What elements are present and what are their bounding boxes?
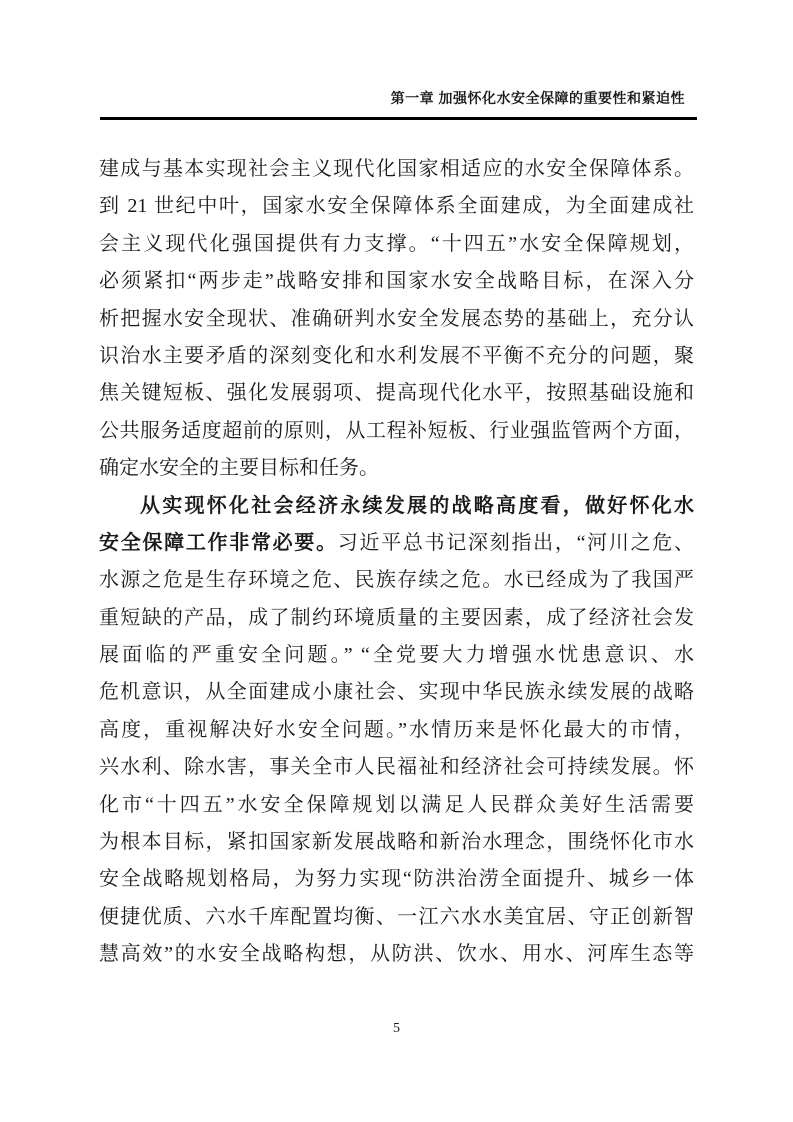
body-line: 会主义现代化强国提供有力支撑。“十四五”水安全保障规划， <box>99 232 694 255</box>
body-text <box>99 151 694 974</box>
body-line: 公共服务适度超前的原则，从工程补短板、行业强监管两个方面， <box>99 419 694 442</box>
body-line-regular-part: 习近平总书记深刻指出，“河川之危、 <box>337 531 694 554</box>
body-line-paragraph-end: 确定水安全的主要目标和任务。 <box>99 457 379 480</box>
body-line: 兴水利、除水害，事关全市人民福祉和经济社会可持续发展。怀 <box>99 756 694 779</box>
bold-lead-line: 从实现怀化社会经济永续发展的战略高度看，做好怀化水 <box>140 494 694 517</box>
chapter-header: 第一章 加强怀化水安全保障的重要性和紧迫性 <box>390 90 685 106</box>
body-line: 慧高效”的水安全战略构想，从防洪、饮水、用水、河库生态等 <box>99 943 694 966</box>
body-line: 到 21 世纪中叶，国家水安全保障体系全面建成，为全面建成社 <box>99 195 694 218</box>
body-line-mixed <box>99 525 694 562</box>
body-line: 安全战略规划格局，为努力实现“防洪治涝全面提升、城乡一体 <box>99 868 694 891</box>
header-rule <box>100 117 697 120</box>
body-line: 析把握水安全现状、准确研判水安全发展态势的基础上，充分认 <box>99 307 694 330</box>
body-line: 焦关键短板、强化发展弱项、提高现代化水平，按照基础设施和 <box>99 382 694 405</box>
body-line: 便捷优质、六水千库配置均衡、一江六水水美宜居、守正创新智 <box>99 905 694 928</box>
body-line: 水源之危是生存环境之危、民族存续之危。水已经成为了我国严 <box>99 569 694 592</box>
body-line: 展面临的严重安全问题。” “全党要大力增强水忧患意识、水 <box>99 644 694 667</box>
body-line: 必须紧扣“两步走”战略安排和国家水安全战略目标，在深入分 <box>99 270 694 293</box>
body-line: 高度，重视解决好水安全问题。”水情历来是怀化最大的市情， <box>99 718 694 741</box>
page-number: 5 <box>393 1021 400 1036</box>
bold-lead-continuation: 安全保障工作非常必要。 <box>99 531 338 554</box>
body-line: 危机意识，从全面建成小康社会、实现中华民族永续发展的战略 <box>99 681 694 704</box>
body-line: 建成与基本实现社会主义现代化国家相适应的水安全保障体系。 <box>99 158 694 180</box>
body-line: 为根本目标，紧扣国家新发展战略和新治水理念，围绕怀化市水 <box>99 831 694 854</box>
body-line: 识治水主要矛盾的深刻变化和水利发展不平衡不充分的问题，聚 <box>99 344 694 367</box>
body-line: 化市“十四五”水安全保障规划以满足人民群众美好生活需要 <box>99 793 694 816</box>
page-footer <box>0 1021 793 1037</box>
body-line: 重短缺的产品，成了制约环境质量的主要因素，成了经济社会发 <box>99 606 694 629</box>
